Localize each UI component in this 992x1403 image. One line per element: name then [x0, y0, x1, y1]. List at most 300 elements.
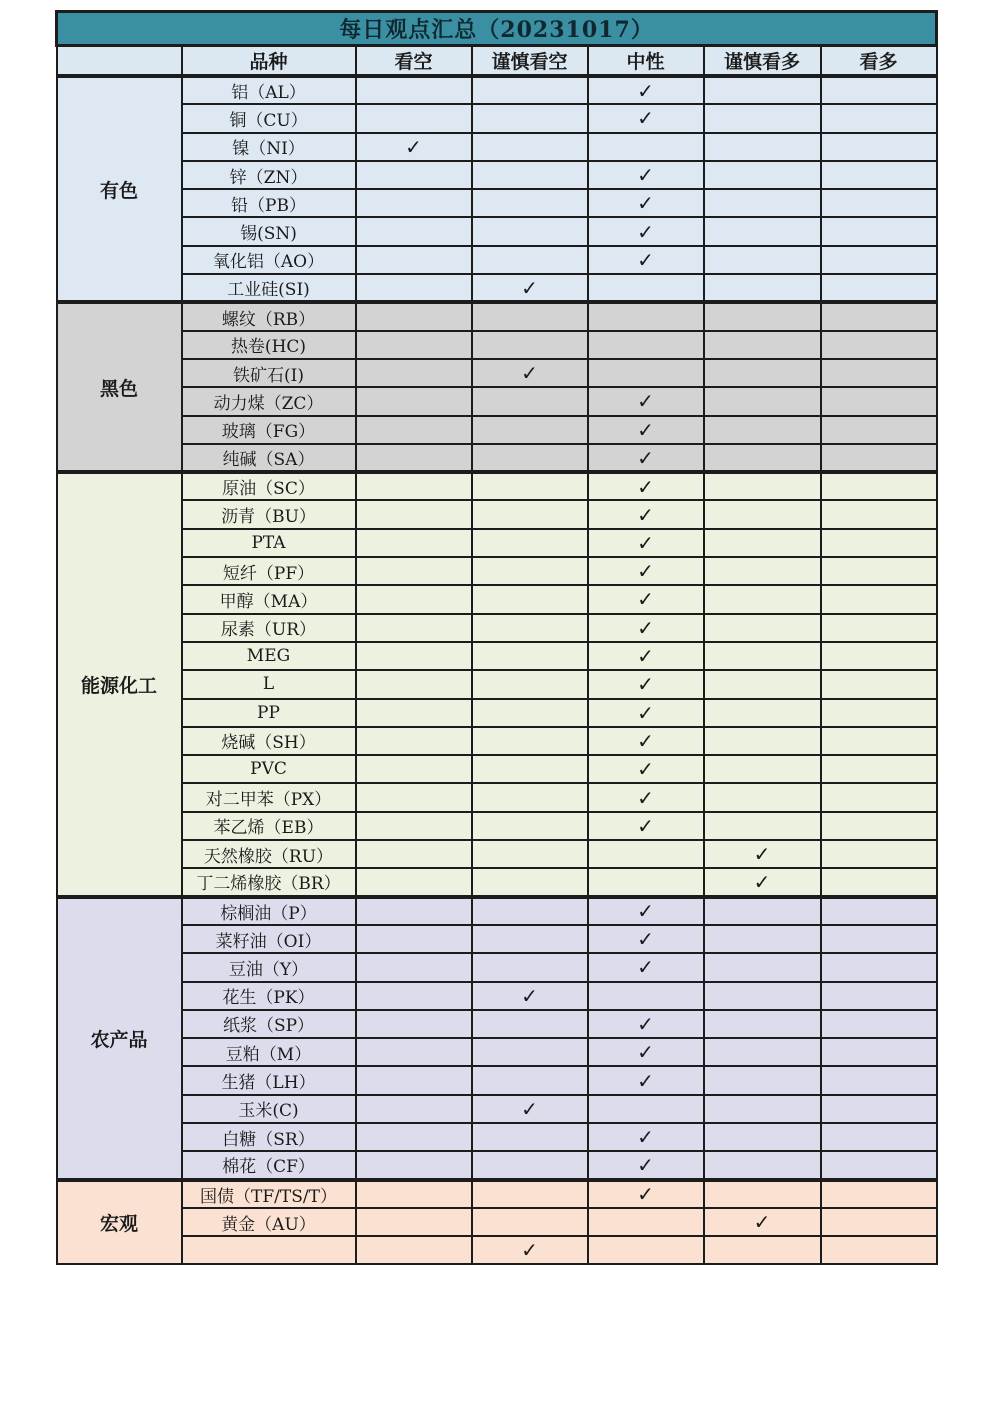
view-cell	[588, 585, 704, 613]
view-cell	[821, 953, 937, 981]
view-cell	[588, 614, 704, 642]
view-cell	[704, 642, 821, 670]
view-cell	[472, 755, 588, 783]
view-cell	[588, 897, 704, 925]
view-cell	[704, 953, 821, 981]
table-row	[57, 529, 937, 557]
view-cell	[704, 1010, 821, 1038]
table-row	[57, 1180, 937, 1208]
table-row	[57, 897, 937, 925]
checkmark-icon: ✓	[637, 78, 654, 103]
view-cell	[472, 614, 588, 642]
view-cell	[588, 1066, 704, 1094]
view-cell	[356, 331, 472, 359]
view-cell	[356, 925, 472, 953]
checkmark-icon: ✓	[637, 559, 654, 584]
checkmark-icon: ✓	[637, 587, 654, 612]
checkmark-icon: ✓	[637, 700, 654, 725]
checkmark-icon: ✓	[637, 927, 654, 952]
view-cell	[821, 727, 937, 755]
view-cell	[588, 359, 704, 387]
view-cell	[588, 557, 704, 585]
view-cell	[356, 387, 472, 415]
view-cell	[704, 1180, 821, 1208]
view-cell	[704, 104, 821, 132]
view-cell	[472, 1151, 588, 1179]
view-cell	[588, 274, 704, 302]
view-cell	[472, 868, 588, 896]
view-cell	[588, 246, 704, 274]
view-cell	[356, 868, 472, 896]
view-cell	[704, 161, 821, 189]
view-cell	[356, 614, 472, 642]
view-cell	[356, 755, 472, 783]
view-cell	[472, 1095, 588, 1123]
view-cell	[704, 133, 821, 161]
view-cell	[704, 614, 821, 642]
view-cell	[704, 217, 821, 245]
view-cell	[704, 1208, 821, 1236]
view-cell	[472, 699, 588, 727]
view-cell	[472, 982, 588, 1010]
table-row	[57, 868, 937, 896]
view-cell	[588, 982, 704, 1010]
view-column-header-cautious-bearish: 谨慎看空	[472, 46, 588, 77]
checkmark-icon: ✓	[637, 163, 654, 188]
view-cell	[356, 642, 472, 670]
view-cell	[356, 585, 472, 613]
view-cell	[472, 925, 588, 953]
view-cell	[472, 1066, 588, 1094]
view-cell	[588, 925, 704, 953]
checkmark-icon: ✓	[637, 955, 654, 980]
view-cell	[821, 897, 937, 925]
checkmark-icon: ✓	[637, 1152, 654, 1177]
view-cell	[588, 189, 704, 217]
view-cell	[588, 812, 704, 840]
variety-cell: 黄金（AU）	[182, 1208, 356, 1236]
view-cell	[588, 529, 704, 557]
table-row	[57, 783, 937, 811]
variety-cell: 尿素（UR）	[182, 614, 356, 642]
view-cell	[821, 925, 937, 953]
view-cell	[472, 416, 588, 444]
view-cell	[472, 1180, 588, 1208]
view-cell	[472, 840, 588, 868]
table-row	[57, 925, 937, 953]
table-row	[57, 727, 937, 755]
view-cell	[356, 1095, 472, 1123]
view-cell	[704, 1123, 821, 1151]
view-cell	[821, 274, 937, 302]
view-cell	[704, 727, 821, 755]
view-cell	[356, 670, 472, 698]
view-cell	[472, 1123, 588, 1151]
checkmark-icon: ✓	[637, 417, 654, 442]
variety-cell: 铅（PB）	[182, 189, 356, 217]
view-summary-table	[55, 10, 938, 1265]
view-cell	[472, 529, 588, 557]
view-cell	[704, 472, 821, 500]
view-cell	[821, 1038, 937, 1066]
variety-cell: 沥青（BU）	[182, 500, 356, 528]
view-cell	[472, 274, 588, 302]
view-cell	[472, 387, 588, 415]
view-cell	[821, 331, 937, 359]
table-row	[57, 161, 937, 189]
variety-cell: MEG	[182, 642, 356, 670]
view-cell	[821, 812, 937, 840]
table-row	[57, 840, 937, 868]
view-cell	[704, 1095, 821, 1123]
view-cell	[704, 189, 821, 217]
checkmark-icon: ✓	[637, 813, 654, 838]
table-row	[57, 274, 937, 302]
view-cell	[704, 331, 821, 359]
view-cell	[588, 387, 704, 415]
view-cell	[472, 812, 588, 840]
view-cell	[704, 783, 821, 811]
view-cell	[821, 699, 937, 727]
view-cell	[356, 557, 472, 585]
view-cell	[704, 416, 821, 444]
table-row	[57, 302, 937, 330]
view-cell	[472, 897, 588, 925]
view-cell	[356, 812, 472, 840]
view-cell	[356, 444, 472, 472]
checkmark-icon: ✓	[637, 191, 654, 216]
view-cell	[588, 1180, 704, 1208]
table-row	[57, 359, 937, 387]
variety-cell: 对二甲苯（PX）	[182, 783, 356, 811]
checkmark-icon: ✓	[637, 728, 654, 753]
view-cell	[821, 161, 937, 189]
variety-cell: 甲醇（MA）	[182, 585, 356, 613]
variety-cell: 国债（TF/TS/T）	[182, 1180, 356, 1208]
category-label: 农产品	[57, 897, 182, 1180]
view-cell	[588, 302, 704, 330]
view-cell	[356, 274, 472, 302]
view-cell	[472, 585, 588, 613]
view-cell	[588, 133, 704, 161]
view-cell	[472, 472, 588, 500]
view-cell	[704, 1151, 821, 1179]
view-cell	[588, 953, 704, 981]
view-cell	[588, 416, 704, 444]
view-cell	[472, 1208, 588, 1236]
view-cell	[356, 1010, 472, 1038]
variety-cell: 豆粕（M）	[182, 1038, 356, 1066]
table-row	[57, 585, 937, 613]
view-cell	[821, 868, 937, 896]
view-cell	[472, 953, 588, 981]
view-cell	[821, 614, 937, 642]
variety-cell: PTA	[182, 529, 356, 557]
table-row	[57, 953, 937, 981]
checkmark-icon: ✓	[637, 757, 654, 782]
view-cell	[356, 246, 472, 274]
view-cell	[821, 585, 937, 613]
table-row	[57, 1151, 937, 1179]
view-cell	[588, 1208, 704, 1236]
checkmark-icon: ✓	[637, 1011, 654, 1036]
variety-cell: L	[182, 670, 356, 698]
variety-cell: PVC	[182, 755, 356, 783]
view-cell	[821, 783, 937, 811]
checkmark-icon: ✓	[637, 1182, 654, 1207]
view-cell	[704, 359, 821, 387]
view-cell	[821, 1010, 937, 1038]
view-cell	[588, 1095, 704, 1123]
view-cell	[821, 1151, 937, 1179]
table-row	[57, 557, 937, 585]
view-cell	[356, 1180, 472, 1208]
view-summary-sheet	[55, 10, 935, 1265]
variety-cell: 铁矿石(I)	[182, 359, 356, 387]
table-row	[57, 1066, 937, 1094]
checkmark-icon: ✓	[637, 672, 654, 697]
checkmark-icon: ✓	[521, 983, 538, 1008]
view-cell	[356, 1151, 472, 1179]
view-cell	[704, 982, 821, 1010]
variety-cell	[182, 1236, 356, 1264]
view-cell	[356, 840, 472, 868]
view-cell	[472, 246, 588, 274]
view-cell	[588, 500, 704, 528]
view-cell	[356, 953, 472, 981]
table-row	[57, 614, 937, 642]
view-cell	[704, 1066, 821, 1094]
view-cell	[821, 246, 937, 274]
view-cell	[472, 217, 588, 245]
variety-cell: 锡(SN)	[182, 217, 356, 245]
view-cell	[356, 982, 472, 1010]
view-cell	[821, 670, 937, 698]
variety-cell: 热卷(HC)	[182, 331, 356, 359]
checkmark-icon: ✓	[753, 1210, 771, 1235]
checkmark-icon: ✓	[753, 842, 771, 867]
variety-cell: 白糖（SR）	[182, 1123, 356, 1151]
view-cell	[588, 642, 704, 670]
view-cell	[588, 1038, 704, 1066]
view-cell	[588, 76, 704, 104]
checkmark-icon: ✓	[521, 1238, 538, 1263]
table-row	[57, 104, 937, 132]
view-cell	[704, 557, 821, 585]
view-cell	[821, 982, 937, 1010]
view-cell	[588, 1010, 704, 1038]
table-row	[57, 416, 937, 444]
view-column-header-bullish: 看多	[821, 46, 937, 77]
view-cell	[821, 444, 937, 472]
view-cell	[356, 189, 472, 217]
view-cell	[588, 1123, 704, 1151]
view-cell	[472, 557, 588, 585]
view-cell	[588, 755, 704, 783]
view-cell	[472, 500, 588, 528]
view-cell	[704, 274, 821, 302]
category-header-cell	[57, 46, 182, 77]
view-cell	[704, 76, 821, 104]
checkmark-icon: ✓	[521, 361, 538, 386]
variety-cell: 生猪（LH）	[182, 1066, 356, 1094]
view-cell	[356, 1038, 472, 1066]
view-cell	[704, 500, 821, 528]
view-column-header-bearish: 看空	[356, 46, 472, 77]
view-cell	[821, 217, 937, 245]
view-cell	[588, 472, 704, 500]
view-cell	[704, 246, 821, 274]
variety-cell: 苯乙烯（EB）	[182, 812, 356, 840]
category-label: 有色	[57, 76, 182, 302]
table-row	[57, 1236, 937, 1264]
view-cell	[472, 76, 588, 104]
view-cell	[356, 500, 472, 528]
title-row	[57, 12, 937, 46]
checkmark-icon: ✓	[637, 502, 654, 527]
view-cell	[704, 699, 821, 727]
view-cell	[704, 585, 821, 613]
table-row	[57, 76, 937, 104]
variety-column-header: 品种	[182, 46, 356, 77]
view-cell	[821, 557, 937, 585]
view-cell	[472, 1038, 588, 1066]
view-cell	[704, 444, 821, 472]
view-cell	[704, 755, 821, 783]
view-cell	[821, 104, 937, 132]
view-cell	[356, 76, 472, 104]
variety-cell: 铜（CU）	[182, 104, 356, 132]
checkmark-icon: ✓	[637, 106, 654, 131]
view-cell	[588, 1236, 704, 1264]
variety-cell: 工业硅(SI)	[182, 274, 356, 302]
view-cell	[821, 1236, 937, 1264]
view-cell	[704, 1236, 821, 1264]
category-label: 能源化工	[57, 472, 182, 896]
view-cell	[704, 529, 821, 557]
view-cell	[821, 76, 937, 104]
checkmark-icon: ✓	[753, 869, 771, 894]
view-cell	[704, 670, 821, 698]
checkmark-icon: ✓	[521, 275, 538, 300]
view-cell	[356, 1208, 472, 1236]
view-cell	[821, 1180, 937, 1208]
view-cell	[704, 868, 821, 896]
variety-cell: 棉花（CF）	[182, 1151, 356, 1179]
view-cell	[472, 1010, 588, 1038]
checkmark-icon: ✓	[637, 1040, 654, 1065]
table-row	[57, 133, 937, 161]
view-cell	[821, 189, 937, 217]
view-cell	[821, 416, 937, 444]
view-cell	[472, 727, 588, 755]
view-cell	[472, 359, 588, 387]
category-label: 黑色	[57, 302, 182, 472]
variety-cell: 动力煤（ZC）	[182, 387, 356, 415]
view-cell	[356, 416, 472, 444]
view-cell	[704, 840, 821, 868]
table-row	[57, 755, 937, 783]
variety-cell: 天然橡胶（RU）	[182, 840, 356, 868]
table-row	[57, 642, 937, 670]
view-cell	[704, 812, 821, 840]
view-cell	[356, 727, 472, 755]
view-cell	[588, 868, 704, 896]
view-cell	[821, 1123, 937, 1151]
view-cell	[821, 1095, 937, 1123]
view-cell	[356, 359, 472, 387]
variety-cell: 短纤（PF）	[182, 557, 356, 585]
view-cell	[704, 1038, 821, 1066]
table-row	[57, 387, 937, 415]
variety-cell: PP	[182, 699, 356, 727]
view-cell	[472, 189, 588, 217]
variety-cell: 螺纹（RB）	[182, 302, 356, 330]
table-row	[57, 217, 937, 245]
view-cell	[472, 302, 588, 330]
variety-cell: 豆油（Y）	[182, 953, 356, 981]
view-cell	[356, 529, 472, 557]
view-cell	[356, 699, 472, 727]
variety-cell: 镍（NI）	[182, 133, 356, 161]
table-row	[57, 1123, 937, 1151]
checkmark-icon: ✓	[521, 1096, 538, 1121]
view-column-header-cautious-bullish: 谨慎看多	[704, 46, 821, 77]
view-cell	[472, 444, 588, 472]
view-cell	[588, 783, 704, 811]
view-cell	[472, 670, 588, 698]
checkmark-icon: ✓	[637, 474, 654, 499]
table-row	[57, 331, 937, 359]
view-cell	[356, 217, 472, 245]
table-row	[57, 472, 937, 500]
view-cell	[356, 104, 472, 132]
table-row	[57, 699, 937, 727]
table-row	[57, 1208, 937, 1236]
variety-cell: 菜籽油（OI）	[182, 925, 356, 953]
table-row	[57, 246, 937, 274]
view-cell	[588, 1151, 704, 1179]
view-cell	[821, 529, 937, 557]
view-cell	[356, 1066, 472, 1094]
view-cell	[704, 925, 821, 953]
checkmark-icon: ✓	[637, 785, 654, 810]
header-row	[57, 46, 937, 77]
table-row	[57, 670, 937, 698]
view-cell	[356, 161, 472, 189]
variety-cell: 花生（PK）	[182, 982, 356, 1010]
view-cell	[821, 302, 937, 330]
view-cell	[472, 1236, 588, 1264]
view-cell	[356, 897, 472, 925]
view-cell	[821, 755, 937, 783]
variety-cell: 氧化铝（AO）	[182, 246, 356, 274]
table-row	[57, 1038, 937, 1066]
view-cell	[356, 472, 472, 500]
category-label: 宏观	[57, 1180, 182, 1265]
view-cell	[704, 897, 821, 925]
view-cell	[821, 133, 937, 161]
view-cell	[821, 387, 937, 415]
table-row	[57, 812, 937, 840]
view-cell	[472, 161, 588, 189]
view-cell	[588, 104, 704, 132]
variety-cell: 纸浆（SP）	[182, 1010, 356, 1038]
checkmark-icon: ✓	[637, 615, 654, 640]
view-column-header-neutral: 中性	[588, 46, 704, 77]
view-cell	[821, 840, 937, 868]
view-cell	[356, 302, 472, 330]
